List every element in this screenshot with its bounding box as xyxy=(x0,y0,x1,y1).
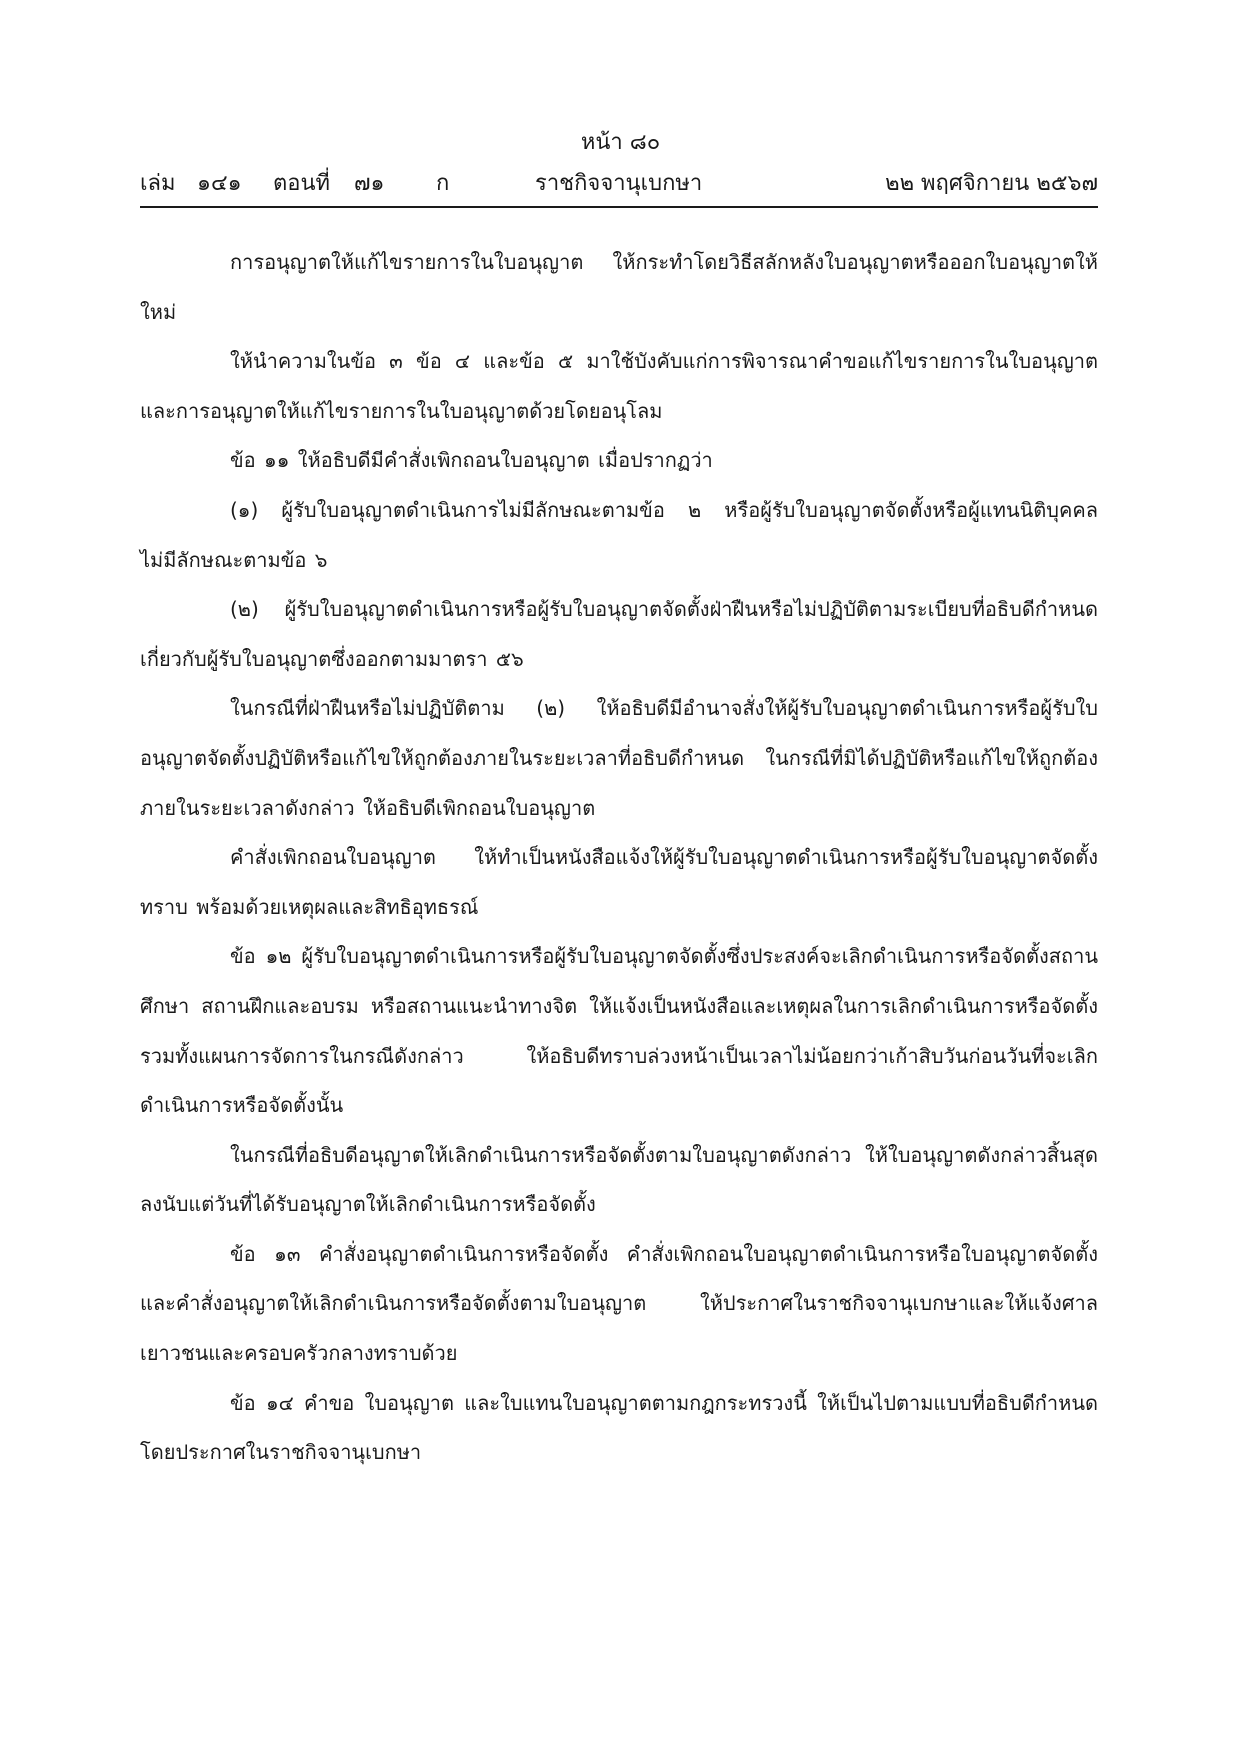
paragraph: (๑) ผู้รับใบอนุญาตดำเนินการไม่มีลักษณะตามข้อ ๒ หรือผู้รับใบอนุญาตจัดตั้งหรือผู้แทนนิติบุคคล ไม่มีลักษณะตามข้อ ๖ xyxy=(140,497,1098,572)
paragraph: การอนุญาตให้แก้ไขรายการในใบอนุญาต ให้กระทำโดยวิธีสลักหลังใบอนุญาตหรือออกใบอนุญาตให้ใหม่ xyxy=(140,250,1098,324)
page-number: หน้า ๘๐ xyxy=(580,130,661,155)
volume-number: ๑๔๑ xyxy=(197,171,242,196)
section-label: ตอนที่ xyxy=(273,171,331,196)
paragraph: ในกรณีที่ฝ่าฝืนหรือไม่ปฏิบัติตาม (๒) ให้อธิบดีมีอำนาจสั่งให้ผู้รับใบอนุญาตดำเนินการหรือผู้รับใบอนุญาตจัดตั้งปฏิบัติหรือแก้ไขให้ถูกต้องภายในระยะเวลาที่อธิบดีกำหนด ในกรณีที่มิได้ปฏิบัติหรือแก้ไขให้ถูกต้องภายในระยะเวลาดังกล่าว ให้อธิบดีเพิกถอนใบอนุญาต xyxy=(140,696,1098,820)
paragraph: ข้อ ๑๔ คำขอ ใบอนุญาต และใบแทนใบอนุญาตตามกฎกระทรวงนี้ ให้เป็นไปตามแบบที่อธิบดีกำหนดโดยประกาศในราชกิจจานุเบกษา xyxy=(140,1390,1098,1465)
paragraph: คำสั่งเพิกถอนใบอนุญาต ให้ทำเป็นหนังสือแจ้งให้ผู้รับใบอนุญาตดำเนินการหรือผู้รับใบอนุญาตจัดตั้งทราบ พร้อมด้วยเหตุผลและสิทธิอุทธรณ์ xyxy=(140,845,1098,919)
paragraph: ข้อ ๑๓ คำสั่งอนุญาตดำเนินการหรือจัดตั้ง คำสั่งเพิกถอนใบอนุญาตดำเนินการหรือใบอนุญาตจัดตั้ง และคำสั่งอนุญาตให้เลิกดำเนินการหรือจัดตั้งตามใบอนุญาต ให้ประกาศในราชกิจจานุเบกษาและให้แจ้งศาลเยาวชนและครอบครัวกลางทราบด้วย xyxy=(140,1241,1098,1366)
paragraph: ข้อ ๑๒ ผู้รับใบอนุญาตดำเนินการหรือผู้รับใบอนุญาตจัดตั้งซึ่งประสงค์จะเลิกดำเนินการหรือจัดตั้งสถานศึกษา สถานฝึกและอบรม หรือสถานแนะนำทางจิต ให้แจ้งเป็นหนังสือและเหตุผลในการเลิกดำเนินการหรือจัดตั้ง รวมทั้งแผนการจัดการในกรณีดังกล่าว ให้อธิบดีทราบล่วงหน้าเป็นเวลาไม่น้อยกว่าเก้าสิบวันก่อนวันที่จะเลิกดำเนินการหรือจัดตั้งนั้น xyxy=(140,944,1098,1118)
volume-label: เล่ม xyxy=(140,171,176,196)
paragraph: (๒) ผู้รับใบอนุญาตดำเนินการหรือผู้รับใบอนุญาตจัดตั้งฝ่าฝืนหรือไม่ปฏิบัติตามระเบียบที่อธิบดีกำหนดเกี่ยวกับผู้รับใบอนุญาตซึ่งออกตามมาตรา ๕๖ xyxy=(140,597,1098,671)
document-body xyxy=(140,238,1098,1478)
publication-date: ๒๒ พฤศจิกายน ๒๕๖๗ xyxy=(885,171,1098,196)
gazette-header xyxy=(140,167,1098,201)
gazette-name: ราชกิจจานุเบกษา xyxy=(535,171,703,196)
paragraph: ให้นำความในข้อ ๓ ข้อ ๔ และข้อ ๕ มาใช้บังคับแก่การพิจารณาคำขอแก้ไขรายการในใบอนุญาตและการอนุญาตให้แก้ไขรายการในใบอนุญาตด้วยโดยอนุโลม xyxy=(140,349,1098,423)
section-letter: ก xyxy=(436,171,450,196)
paragraph: ในกรณีที่อธิบดีอนุญาตให้เลิกดำเนินการหรือจัดตั้งตามใบอนุญาตดังกล่าว ให้ใบอนุญาตดังกล่าวสิ้นสุดลงนับแต่วันที่ได้รับอนุญาตให้เลิกดำเนินการหรือจัดตั้ง xyxy=(140,1142,1098,1217)
section-number: ๗๑ xyxy=(354,171,385,196)
paragraph: ข้อ ๑๑ ให้อธิบดีมีคำสั่งเพิกถอนใบอนุญาต เมื่อปรากฏว่า xyxy=(230,448,713,473)
header-divider xyxy=(140,206,1098,208)
